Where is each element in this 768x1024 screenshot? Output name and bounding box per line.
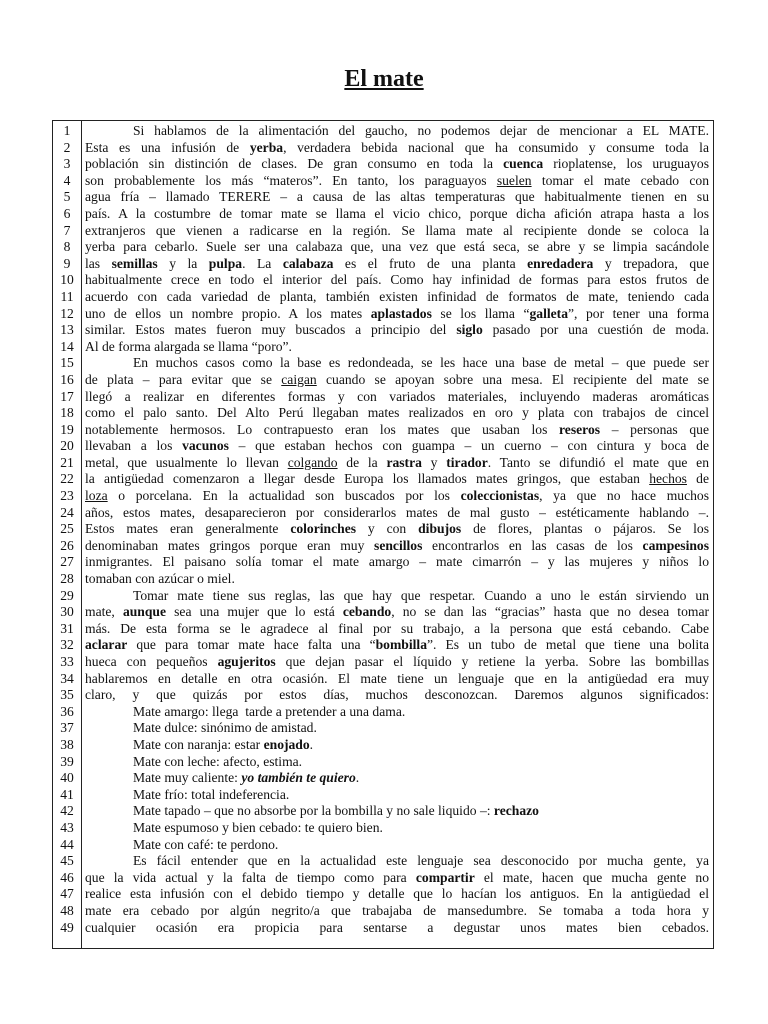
text-segment: – personas que <box>600 421 709 437</box>
text-row <box>53 422 713 439</box>
line-text <box>85 671 709 688</box>
text-row <box>53 720 713 737</box>
line-number: 23 <box>60 488 74 504</box>
line-number: 38 <box>60 736 74 752</box>
text-row <box>53 820 713 837</box>
text-row <box>53 803 713 820</box>
line-text <box>85 372 709 389</box>
line-text <box>85 770 709 787</box>
line-number: 2 <box>63 139 71 155</box>
line-number: 5 <box>63 189 71 205</box>
line-number: 27 <box>60 554 74 570</box>
text-segment: . <box>309 736 314 752</box>
line-number: 9 <box>63 255 71 271</box>
text-row <box>53 438 713 455</box>
emphasis-text: semillas <box>111 255 158 271</box>
line-number: 16 <box>60 371 74 387</box>
emphasis-text: aplastados <box>370 305 432 321</box>
text-row <box>53 588 713 605</box>
line-text <box>85 621 709 638</box>
line-number: 13 <box>60 322 74 338</box>
emphasis-text: cebando <box>342 604 392 620</box>
line-text <box>85 521 709 538</box>
line-number: 39 <box>60 753 74 769</box>
text-segment: hueca con pequeños <box>85 654 218 669</box>
text-segment: la antigüedad comenzaron a llegar desde Europa los llamados mates gringos, que estaban <box>85 471 650 487</box>
text-row <box>53 770 713 787</box>
line-number: 36 <box>60 703 74 719</box>
line-number: 26 <box>60 537 74 553</box>
line-text <box>85 737 709 754</box>
line-text <box>85 654 709 671</box>
text-rows <box>53 123 713 936</box>
text-row <box>53 471 713 488</box>
text-segment: las <box>85 255 112 271</box>
text-segment: notablemente hermosos. Lo contrapuesto eran los mates que usaban los <box>85 421 560 437</box>
text-segment: yerba para cebarlo. Suele ser una calabaza que, una vez que está seca, se abre y se limpia sacándole <box>85 239 709 255</box>
text-row <box>53 173 713 190</box>
page-title: El mate <box>344 66 424 92</box>
text-segment: Si hablamos de la alimentación del gaucho, no podemos dejar de mencionar a EL MATE. <box>133 123 709 138</box>
line-text <box>85 488 709 505</box>
line-text <box>85 289 709 306</box>
emphasis-text: aunque <box>122 604 167 620</box>
text-segment: se los llama “ <box>431 305 530 321</box>
line-number: 25 <box>60 521 74 537</box>
text-segment: y la <box>157 255 209 271</box>
text-row <box>53 123 713 140</box>
text-row <box>53 604 713 621</box>
text-row <box>53 306 713 323</box>
emphasis-text: yerba <box>249 139 284 155</box>
text-segment: Mate tapado – que no absorbe por la bombilla y no sale liquido –: <box>133 803 494 819</box>
text-segment: que dejan pasar el líquido y retiene la yerba. Sobre las bombillas <box>275 654 709 669</box>
emphasis-text: galleta <box>529 305 568 321</box>
emphasis-text: loza <box>85 488 108 504</box>
emphasis-text: siglo <box>456 322 483 338</box>
text-segment: como el palo santo. Del Alto Perú llegaban mates realizados en oro y plata con trabajos de cincel <box>85 405 709 421</box>
text-segment: sea una mujer que lo está <box>166 604 343 620</box>
line-text <box>85 637 709 654</box>
text-segment: o porcelana. En la actualidad son buscados por los <box>107 488 461 504</box>
text-segment: Mate frío: total indeferencia. <box>133 786 290 802</box>
line-text <box>85 538 709 555</box>
text-row <box>53 405 713 422</box>
text-row <box>53 389 713 406</box>
emphasis-text: coleccionistas <box>460 488 540 504</box>
text-segment: , verdadera bebida nacional que ha consumido y consume toda la <box>283 139 709 155</box>
line-text <box>85 405 709 422</box>
emphasis-text: bombilla <box>375 637 427 653</box>
line-number: 20 <box>60 438 74 454</box>
text-segment: mate, <box>85 604 123 620</box>
line-number: 40 <box>60 770 74 786</box>
line-text <box>85 820 709 837</box>
text-segment: Es fácil entender que en la actualidad este lenguaje sea desconocido por mucha gente, ya <box>133 853 709 869</box>
line-number: 24 <box>60 504 74 520</box>
text-segment: Al de forma alargada se llama “poro”. <box>85 338 292 354</box>
line-number: 8 <box>63 239 71 255</box>
line-number: 32 <box>60 637 74 653</box>
text-segment: acuerdo con cada variedad de planta, también existen infinidad de formatos de mate, teniendo cada <box>85 288 709 304</box>
line-text <box>85 787 709 804</box>
line-text <box>85 438 709 455</box>
emphasis-text: colgando <box>287 454 338 470</box>
emphasis-text: cuenca <box>503 156 544 172</box>
line-text <box>85 754 709 771</box>
line-number: 19 <box>60 421 74 437</box>
text-row <box>53 140 713 157</box>
text-segment: son probablemente los más “materos”. En tanto, los paraguayos <box>85 172 497 188</box>
text-row <box>53 920 713 937</box>
line-number: 15 <box>60 355 74 371</box>
text-segment: cualquier ocasión era propicia para sentarse a degustar unos mates bien cebados. <box>85 919 709 935</box>
text-row <box>53 554 713 571</box>
text-segment: pasado por una cuestión de moda. <box>482 322 709 338</box>
line-number: 3 <box>63 156 71 172</box>
line-number: 30 <box>60 604 74 620</box>
text-segment: ”, por tener una forma <box>568 305 709 321</box>
text-segment: Tomar mate tiene sus reglas, las que hay que respetar. Cuando a uno le están sirviendo un <box>133 587 709 603</box>
text-segment: el mate, hacen que mucha gente no <box>474 869 709 885</box>
line-number: 41 <box>60 786 74 802</box>
line-text <box>85 355 709 372</box>
text-segment: habitualmente crece en todo el interior del país. Como hay infinidad de formas para estos frutos de <box>85 272 709 288</box>
text-segment: población sin distinción de clases. De gran consumo en toda la <box>85 156 504 172</box>
line-text <box>85 604 709 621</box>
emphasis-text: reseros <box>559 421 601 437</box>
text-row <box>53 455 713 472</box>
text-segment: Mate con naranja: estar <box>133 736 264 752</box>
line-number: 10 <box>60 272 74 288</box>
text-row <box>53 372 713 389</box>
text-segment: Mate espumoso y bien cebado: te quiero bien. <box>133 819 383 835</box>
line-text <box>85 140 709 157</box>
line-number: 11 <box>60 288 74 304</box>
line-number: 47 <box>60 886 74 902</box>
emphasis-text: sencillos <box>374 537 423 553</box>
line-text <box>85 306 709 323</box>
text-segment: y con <box>356 521 419 537</box>
emphasis-text: aclarar <box>85 637 128 653</box>
text-row <box>53 289 713 306</box>
text-segment: extranjeros que vienen a radicarse en la región. Se llama mate al recipiente donde se coloca la <box>85 222 709 238</box>
line-text <box>85 123 709 140</box>
line-text <box>85 588 709 605</box>
text-row <box>53 488 713 505</box>
line-number: 43 <box>60 819 74 835</box>
line-number: 29 <box>60 587 74 603</box>
line-number: 33 <box>60 654 74 669</box>
text-segment: de <box>686 471 709 487</box>
text-segment: claro, y que quizás por estos días, muchos desconozcan. Daremos algunos significados: <box>85 687 709 703</box>
emphasis-text: enojado <box>263 736 310 752</box>
text-segment: Mate con leche: afecto, estima. <box>133 753 303 769</box>
line-number: 49 <box>60 919 74 935</box>
emphasis-text: suelen <box>496 172 532 188</box>
text-segment: años, estos mates, desaparecieron por considerarlos mates de mal gusto – estéticamente hablando –. <box>85 504 709 520</box>
line-text <box>85 256 709 273</box>
text-row <box>53 355 713 372</box>
text-segment: uno de ellos un nombre propio. A los mates <box>85 305 371 321</box>
text-row <box>53 737 713 754</box>
emphasis-text: colorinches <box>290 521 357 537</box>
text-segment: Mate muy caliente: <box>133 770 242 786</box>
text-segment: Mate con café: te perdono. <box>133 836 279 852</box>
emphasis-text: hechos <box>649 471 687 487</box>
text-row <box>53 687 713 704</box>
line-text <box>85 505 709 522</box>
line-text <box>85 870 709 887</box>
emphasis-text: calabaza <box>282 255 334 271</box>
emphasis-text: agujeritos <box>217 654 276 669</box>
numbered-text-table <box>52 120 714 949</box>
line-number: 6 <box>63 205 71 221</box>
line-text <box>85 322 709 339</box>
text-segment: denominaban mates gringos porque eran muy <box>85 537 375 553</box>
line-text <box>85 455 709 472</box>
line-number: 37 <box>60 720 74 736</box>
text-segment: de la <box>337 454 387 470</box>
emphasis-text: yo también te quiero <box>241 770 356 786</box>
line-number: 28 <box>60 571 74 587</box>
line-number: 35 <box>60 687 74 703</box>
text-segment: de flores, plantas o pájaros. Se los <box>461 521 709 537</box>
text-row <box>53 256 713 273</box>
line-number: 1 <box>63 123 71 138</box>
text-segment: inmigrantes. El paisano solía tomar el mate amargo – mate cimarrón – y las mujeres y niños lo <box>85 554 709 570</box>
text-row <box>53 189 713 206</box>
line-number: 31 <box>60 620 74 636</box>
line-number: 46 <box>60 869 74 885</box>
line-text <box>85 239 709 256</box>
emphasis-text: campesinos <box>642 537 709 553</box>
text-segment: que la vida actual y la falta de tiempo como para <box>85 869 416 885</box>
text-segment: encontrarlos en las casas de los <box>422 537 643 553</box>
line-number: 42 <box>60 803 74 819</box>
text-row <box>53 206 713 223</box>
text-segment: que para tomar mate hace falta una “ <box>127 637 376 653</box>
line-number: 48 <box>60 902 74 918</box>
line-text <box>85 837 709 854</box>
text-row <box>53 654 713 671</box>
text-segment: más. De esta forma se le agradece al final por su trabajo, a la persona que está cebando. Cabe <box>85 620 709 636</box>
emphasis-text: dibujos <box>418 521 462 537</box>
text-segment: realice esta infusión con el debido tiempo y detalle que lo hacían los antiguos. En la antigüedad el <box>85 886 709 902</box>
text-segment: es el fruto de una planta <box>333 255 528 271</box>
emphasis-text: pulpa <box>208 255 243 271</box>
line-text <box>85 206 709 223</box>
line-text <box>85 853 709 870</box>
text-segment: metal, que usualmente lo llevan <box>85 454 288 470</box>
text-segment: similar. Estos mates fueron muy buscados a principio del <box>85 322 457 338</box>
text-segment: cuando se apoyan sobre una mesa. El recipiente del mate se <box>316 371 709 387</box>
line-number: 18 <box>60 405 74 421</box>
text-segment: llegó a realizar en diferentes formas y con variados materiales, incluyendo maderas aromáticas <box>85 388 709 404</box>
text-row <box>53 903 713 920</box>
text-segment: y <box>421 454 447 470</box>
text-segment: . La <box>242 255 283 271</box>
line-text <box>85 704 709 721</box>
text-segment: . <box>355 770 360 786</box>
line-text <box>85 272 709 289</box>
text-segment: Estos mates eran generalmente <box>85 521 291 537</box>
text-row <box>53 538 713 555</box>
text-segment: tomar el mate cebado con <box>531 172 709 188</box>
text-row <box>53 886 713 903</box>
line-text <box>85 803 709 820</box>
text-row <box>53 505 713 522</box>
line-text <box>85 920 709 937</box>
line-text <box>85 886 709 903</box>
text-row <box>53 223 713 240</box>
text-segment: de plata – para evitar que se <box>85 371 282 387</box>
text-segment: llevaban a los <box>85 438 183 454</box>
text-segment: En muchos casos como la base es redondeada, se les hace una base de metal – que puede ser <box>133 355 709 371</box>
text-row <box>53 837 713 854</box>
line-text <box>85 223 709 240</box>
text-row <box>53 787 713 804</box>
line-text <box>85 422 709 439</box>
emphasis-text: rastra <box>386 454 422 470</box>
text-segment: ”. Es un tubo de metal que tiene una bolita <box>427 637 709 653</box>
line-number: 44 <box>60 836 74 852</box>
line-number: 21 <box>60 454 74 470</box>
text-segment: – que estaban hechos con guampa – un cuerno – con cintura y boca de <box>228 438 709 454</box>
emphasis-text: caigan <box>281 371 317 387</box>
text-row <box>53 156 713 173</box>
line-number: 12 <box>60 305 74 321</box>
text-row <box>53 853 713 870</box>
text-row <box>53 339 713 356</box>
text-segment: país. A la costumbre de tomar mate se llama el vicio chico, porque dicha afición atrapa hasta a los <box>85 205 709 221</box>
emphasis-text: tirador <box>446 454 488 470</box>
text-segment: mate era cebado por algún negrito/a que trabajaba de mansedumbre. Se tomaba a toda hora y <box>85 902 709 918</box>
text-row <box>53 272 713 289</box>
emphasis-text: rechazo <box>493 803 539 819</box>
text-row <box>53 671 713 688</box>
line-text <box>85 173 709 190</box>
text-row <box>53 870 713 887</box>
line-text <box>85 389 709 406</box>
line-number: 4 <box>63 172 71 188</box>
text-row <box>53 571 713 588</box>
line-text <box>85 189 709 206</box>
emphasis-text: enredadera <box>527 255 594 271</box>
line-text <box>85 571 709 588</box>
text-row <box>53 754 713 771</box>
text-segment: Mate amargo: llega tarde a pretender a una dama. <box>133 703 406 719</box>
line-text <box>85 720 709 737</box>
line-number: 34 <box>60 670 74 686</box>
text-segment: , ya que no hace muchos <box>539 488 709 504</box>
text-segment: tomaban con azúcar o miel. <box>85 571 235 587</box>
text-segment: hablaremos en detalle en otra ocasión. El mate tiene un lenguaje que en la antigüedad era muy <box>85 670 709 686</box>
line-number: 14 <box>60 338 74 354</box>
line-text <box>85 471 709 488</box>
line-number: 22 <box>60 471 74 487</box>
text-segment: Esta es una infusión de <box>85 139 250 155</box>
text-row <box>53 704 713 721</box>
line-text <box>85 339 709 356</box>
text-row <box>53 621 713 638</box>
emphasis-text: compartir <box>415 869 475 885</box>
text-segment: Mate dulce: sinónimo de amistad. <box>133 720 317 736</box>
text-segment: rioplatense, los uruguayos <box>543 156 709 172</box>
line-text <box>85 156 709 173</box>
line-number: 17 <box>60 388 74 404</box>
text-row <box>53 521 713 538</box>
line-number: 7 <box>63 222 71 238</box>
line-text <box>85 687 709 704</box>
text-row <box>53 322 713 339</box>
line-text <box>85 903 709 920</box>
line-text <box>85 554 709 571</box>
text-segment: y trepadora, que <box>593 255 709 271</box>
text-segment: , no se dan las “gracias” hasta que no desea tomar <box>391 604 709 620</box>
line-number: 45 <box>60 853 74 869</box>
text-segment: agua fría – llamado TERERE – a causa de las altas temperaturas que habitualmente tienen en su <box>85 189 709 205</box>
text-row <box>53 637 713 654</box>
text-segment: . Tanto se difundió el mate que en <box>487 454 709 470</box>
emphasis-text: vacunos <box>182 438 229 454</box>
text-row <box>53 239 713 256</box>
